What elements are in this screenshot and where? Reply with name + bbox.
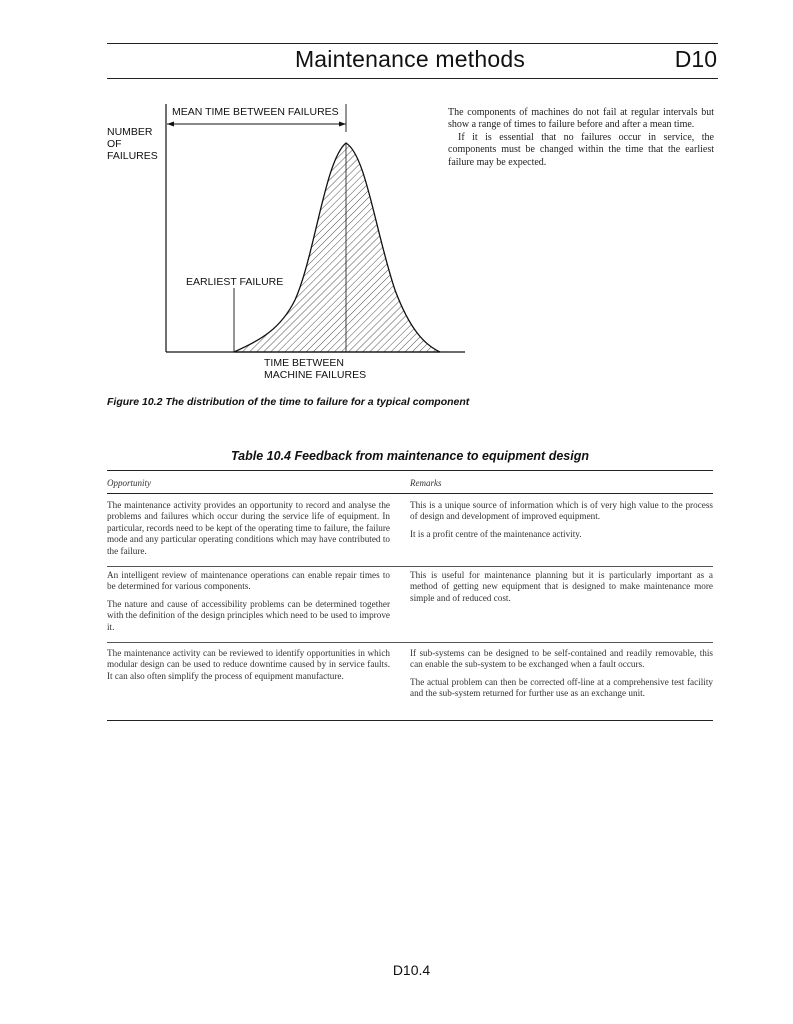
failure-distribution-diagram — [0, 0, 793, 400]
page-number: D10.4 — [392, 962, 431, 978]
section-code: D10 — [674, 46, 717, 72]
table-row-divider — [107, 642, 713, 643]
table-row-1-remarks: This is a unique source of information which is of very high value to the process of design and development of improved equipment. It is a profit centre of the maintenance activity. — [410, 500, 713, 539]
figure-caption: Figure 10.2 The distribution of the time to failure for a typical component — [107, 396, 470, 408]
mtbf-arrow-left-head — [167, 122, 174, 127]
figure-description — [448, 107, 714, 169]
table-row-3-opportunity: The maintenance activity can be reviewed to identify opportunities in which modular design can be used to reduce downtime caused by in service faults. It can also often simplify the process of equipment manufacture. — [107, 648, 390, 681]
table-row-3-remarks: If sub-systems can be designed to be self-contained and readily removable, this can enable the sub-system to be exchanged when a fault occurs. The actual problem can then be corrected off-line at a comprehensive test facility and the sub-system returned for further use as an exchange unit. — [410, 648, 713, 699]
y-axis-label: NUMBER OF FAILURES — [107, 126, 158, 162]
table-header-rule — [107, 493, 713, 494]
table-row-2-remarks: This is useful for maintenance planning but it is particularly important as a method of getting new equipment that is designed to make maintenance more simple and of reduced cost. — [410, 570, 713, 603]
table-top-rule — [107, 470, 713, 471]
mtbf-arrow-right-head — [339, 122, 346, 127]
table-row-1-opportunity: The maintenance activity provides an opportunity to record and analyse the problems and failures which occur during the service life of equipment. In particular, records need to be kept of the operating time to failure, the failure mode and any particular operating conditions which may have contributed to the failure. — [107, 500, 390, 556]
mtbf-label: MEAN TIME BETWEEN FAILURES — [172, 106, 342, 118]
table-row-2-opportunity: An intelligent review of maintenance operations can enable repair times to be determined for various components. The nature and cause of accessibility problems can be determined together with the definition of the design principles which need to be used to improve it. — [107, 570, 390, 632]
earliest-failure-label: EARLIEST FAILURE — [186, 276, 284, 288]
page-title: Maintenance methods — [294, 46, 526, 72]
distribution-curve — [234, 143, 440, 352]
column-header-opportunity: Opportunity — [107, 478, 151, 488]
figure-paragraph: The components of machines do not fail at regular intervals but show a range of times to failure before and after a mean time. — [448, 107, 714, 131]
column-header-remarks: Remarks — [410, 478, 442, 488]
x-axis-label: TIME BETWEEN MACHINE FAILURES — [264, 357, 367, 381]
figure-paragraph: If it is essential that no failures occur in service, the components must be changed within the time that the earliest failure may be expected. — [448, 131, 714, 168]
table-title: Table 10.4 Feedback from maintenance to equipment design — [231, 449, 589, 463]
table-bottom-rule — [107, 720, 713, 721]
table-row-divider — [107, 566, 713, 567]
